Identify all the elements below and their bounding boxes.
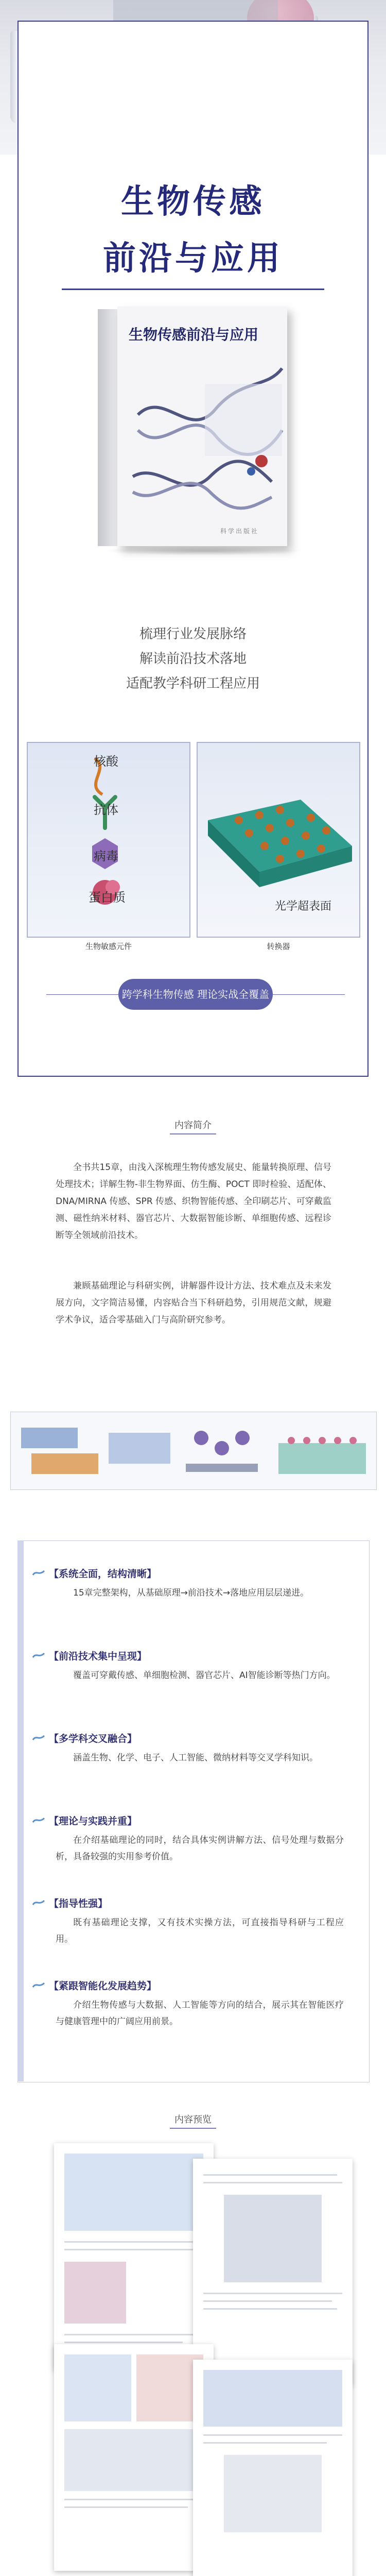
preview-page-4 [193, 2360, 353, 2576]
feature-title-6: 【紧跟智能化发展趋势】 [49, 1980, 157, 1992]
slogan-1: 梳理行业发展脉络 [139, 626, 247, 642]
label-protein: 蛋白质 [89, 891, 126, 905]
preview-text-line [64, 2249, 193, 2250]
feature-title-4: 【理论与实践并重】 [49, 1816, 137, 1827]
preview-text-line [203, 2174, 337, 2176]
preview-figure [203, 2370, 342, 2427]
feature-body-1: 15章完整架构，从基础原理→前沿技术→落地应用层层递进。 [73, 1588, 309, 1598]
feature-body-5: 既有基础理论支撑，又有技术实操方法，可直接指导科研与工程应用。 [56, 1918, 344, 1944]
preview-figure [64, 2154, 203, 2231]
preview-page-2 [193, 2159, 353, 2385]
preview-figure [224, 2455, 322, 2532]
feature-title-5: 【指导性强】 [49, 1898, 108, 1909]
feature-body-4: 在介绍基础理论的同时，结合具体实例讲解方法、信号处理与数据分析，具备较强的实用参考价值。 [56, 1835, 344, 1862]
slogan-3: 适配教学科研工程应用 [126, 676, 260, 691]
intro-heading-rule [170, 1133, 216, 1134]
feature-title-2: 【前沿技术集中呈现】 [49, 1651, 147, 1662]
intro-paragraph-2: 兼顾基础理论与科研实例，讲解器件设计方法、技术难点及未来发展方向，文字简洁易懂，内容贴合当下科研趋势，引用规范文献，规避学术争议，适合零基础入门与高阶研究参考。 [56, 1281, 331, 1325]
tagline-pill: 跨学科生物传感 理论实战全覆盖 [118, 979, 273, 1010]
intro-heading: 内容简介 [174, 1120, 212, 1131]
preview-figure [64, 2354, 131, 2421]
preview-text-line [203, 2442, 327, 2444]
feature-body-6: 介绍生物传感与大数据、人工智能等方向的结合，展示其在智能医疗与健康管理中的广阔应用前景。 [56, 2000, 344, 2027]
preview-page-1 [54, 2143, 214, 2370]
transducer-panel [197, 742, 360, 938]
preview-text-line [64, 2506, 188, 2508]
preview-text-line [64, 2241, 203, 2243]
preview-text-line [203, 2434, 342, 2436]
features-side-bar [17, 1540, 24, 2081]
preview-figure [64, 2262, 126, 2324]
page-title-line1: 生物传感 [121, 183, 265, 220]
preview-text-line [64, 2499, 203, 2500]
label-antibody: 抗体 [94, 804, 118, 817]
preview-figure [224, 2195, 322, 2282]
left-panel-caption: 生物敏感元件 [85, 942, 132, 951]
label-nucleic-acid: 核酸 [94, 755, 118, 769]
title-divider [62, 289, 324, 290]
preview-text-line [203, 2300, 332, 2302]
preview-text-line [64, 2334, 203, 2335]
technology-figure-strip [10, 1412, 377, 1490]
intro-paragraph-1: 全书共15章，由浅入深梳理生物传感发展史、能量转换原理、信号处理技术；详解生物-非生物界面、仿生酶、POCT 即时检验、适配体、DNA/MIRNA 传感、SPR 传感、织物智能传感、全印刷芯片、可穿戴监测、磁性纳米材料、器官芯片、大数据智能诊断、单细胞传感、远程诊断等全领域前沿技术。 [56, 1162, 331, 1241]
biorecognition-illustration [28, 743, 190, 938]
rack-image [113, 0, 278, 21]
bird-icon [32, 1816, 45, 1825]
pill-divider-left [46, 994, 118, 995]
preview-heading-rule [170, 2128, 216, 2129]
strip-illustration [11, 1412, 376, 1489]
bird-icon [32, 1734, 45, 1743]
bird-icon [32, 1651, 45, 1660]
label-optical-metasurface: 光学超表面 [275, 900, 332, 912]
bird-icon [32, 1899, 45, 1908]
svg-text:科 学 出 版 社: 科 学 出 版 社 [220, 528, 258, 535]
feature-body-3: 涵盖生物、化学、电子、人工智能、微纳材料等交叉学科知识。 [73, 1753, 318, 1763]
page-title-line2: 前沿与应用 [103, 240, 283, 277]
preview-text-line [64, 2342, 183, 2343]
book-spine [98, 309, 118, 546]
pill-divider-right [273, 994, 345, 995]
book-shadow [103, 546, 304, 555]
label-virus: 病毒 [94, 850, 118, 863]
preview-text-line [203, 2293, 342, 2294]
book-cover-title: 生物传感前沿与应用 [129, 327, 259, 343]
feature-title-3: 【多学科交叉融合】 [49, 1733, 137, 1744]
preview-heading: 内容预览 [174, 2114, 212, 2125]
feature-title-1: 【系统全面，结构清晰】 [49, 1568, 157, 1580]
slogan-2: 解读前沿技术落地 [139, 651, 247, 667]
feature-body-2: 覆盖可穿戴传感、单细胞检测、器官芯片、AI智能诊断等热门方向。 [73, 1670, 336, 1681]
right-panel-caption: 转换器 [267, 942, 290, 951]
preview-figure [64, 2429, 203, 2491]
preview-text-line [203, 2308, 337, 2310]
preview-text-line [203, 2182, 342, 2183]
bio-element-panel [27, 742, 190, 938]
bird-icon [32, 1981, 45, 1990]
bird-icon [32, 1569, 45, 1578]
preview-page-3 [54, 2344, 214, 2571]
